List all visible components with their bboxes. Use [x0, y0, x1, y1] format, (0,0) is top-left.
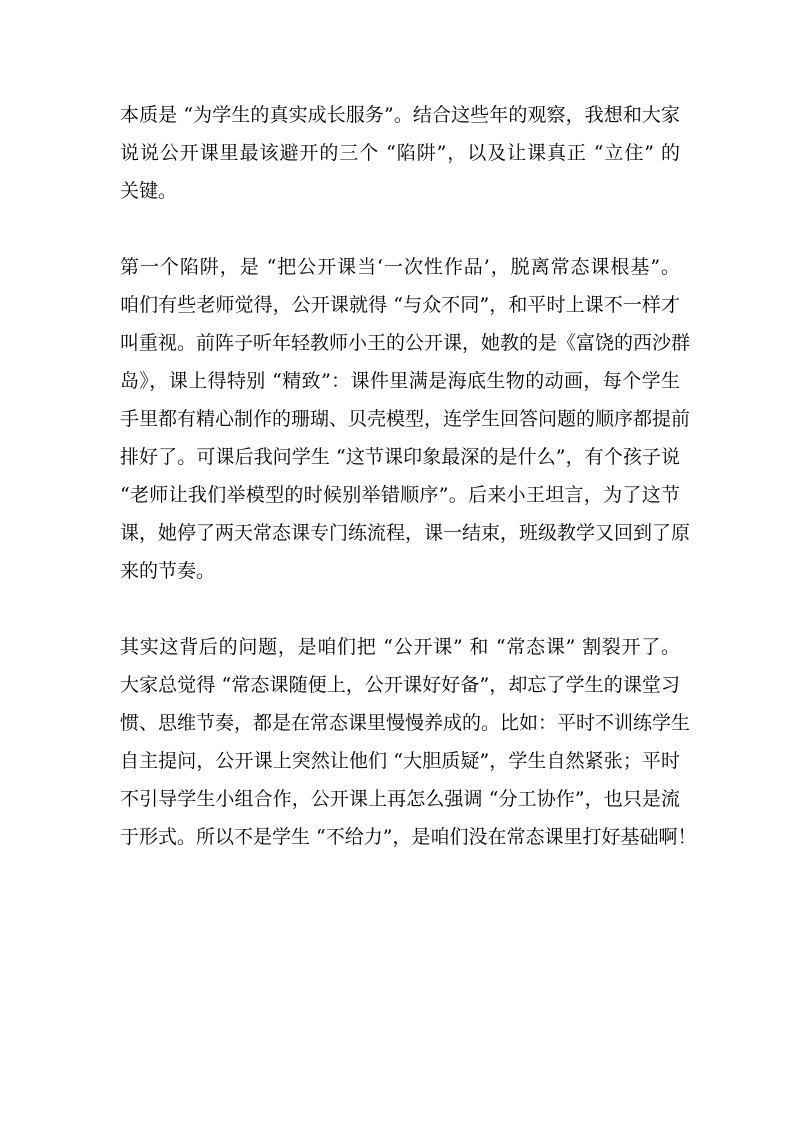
text-line: 本质是 “为学生的真实成长服务”。结合这些年的观察，我想和大家 [120, 104, 680, 126]
text-line: 惯、思维节奏，都是在常态课里慢慢养成的。比如：平时不训练学生 [120, 712, 691, 734]
text-line: 叫重视。前阵子听年轻教师小王的公开课，她教的是《富饶的西沙群 [120, 332, 691, 354]
text-line: 岛》，课上得特别 “精致”：课件里满是海底生物的动画，每个学生 [120, 370, 680, 392]
paragraph-intro [120, 96, 680, 210]
text-line: 排好了。可课后我问学生 “这节课印象最深的是什么”，有个孩子说 [120, 446, 680, 468]
text-line: 自主提问，公开课上突然让他们 “大胆质疑”，学生自然紧张；平时 [120, 750, 680, 772]
text-line: 来的节奏。 [120, 560, 216, 582]
text-line: 其实这背后的问题，是咱们把 “公开课” 和 “常态课” 割裂开了。 [120, 636, 680, 658]
text-line: 大家总觉得 “常态课随便上，公开课好好备”，却忘了学生的课堂习 [120, 674, 680, 696]
text-line: 第一个陷阱，是 “把公开课当‘一次性作品’，脱离常态课根基”。 [120, 256, 680, 278]
text-line: 说说公开课里最该避开的三个 “陷阱”，以及让课真正 “立住” 的 [120, 142, 680, 164]
text-line: “老师让我们举模型的时候别举错顺序”。后来小王坦言，为了这节 [120, 484, 680, 506]
text-line: 于形式。所以不是学生 “不给力”，是咱们没在常态课里打好基础啊！ [120, 826, 697, 848]
paragraph-first-trap [120, 248, 691, 590]
text-line: 关键。 [120, 180, 178, 202]
text-line: 课，她停了两天常态课专门练流程，课一结束，班级教学又回到了原 [120, 522, 691, 544]
text-line: 不引导学生小组合作，公开课上再怎么强调 “分工协作”，也只是流 [120, 788, 680, 810]
text-line: 手里都有精心制作的珊瑚、贝壳模型，连学生回答问题的顺序都提前 [120, 408, 691, 430]
paragraph-analysis [120, 628, 697, 856]
text-line: 咱们有些老师觉得，公开课就得 “与众不同”，和平时上课不一样才 [120, 294, 680, 316]
document-page [120, 96, 697, 894]
